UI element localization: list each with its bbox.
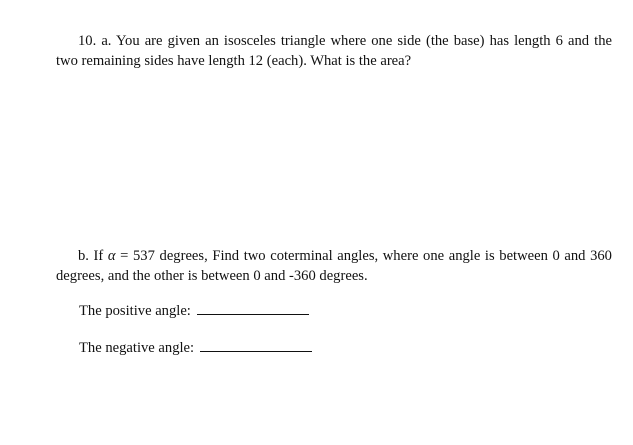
problem-10b-lead: b. If [78, 248, 108, 264]
negative-angle-row [79, 338, 312, 358]
problem-10a-text: 10. a. You are given an isosceles triangle where one side (the base) has length 6 and the two remaining sides have length 12 (each). What is the area? [56, 33, 612, 69]
problem-10b-rest: = 537 degrees, Find two coterminal angles, where one angle is between 0 and 360 degrees, and the other is between 0 and -360 degrees. [56, 248, 612, 284]
negative-angle-blank[interactable] [200, 339, 312, 352]
problem-10a [56, 31, 612, 71]
positive-angle-label: The positive angle: [79, 303, 191, 319]
alpha-symbol: α [107, 248, 116, 264]
negative-angle-label: The negative angle: [79, 340, 195, 356]
problem-10b [56, 246, 612, 286]
positive-angle-row [79, 301, 309, 321]
positive-angle-blank[interactable] [197, 302, 309, 315]
